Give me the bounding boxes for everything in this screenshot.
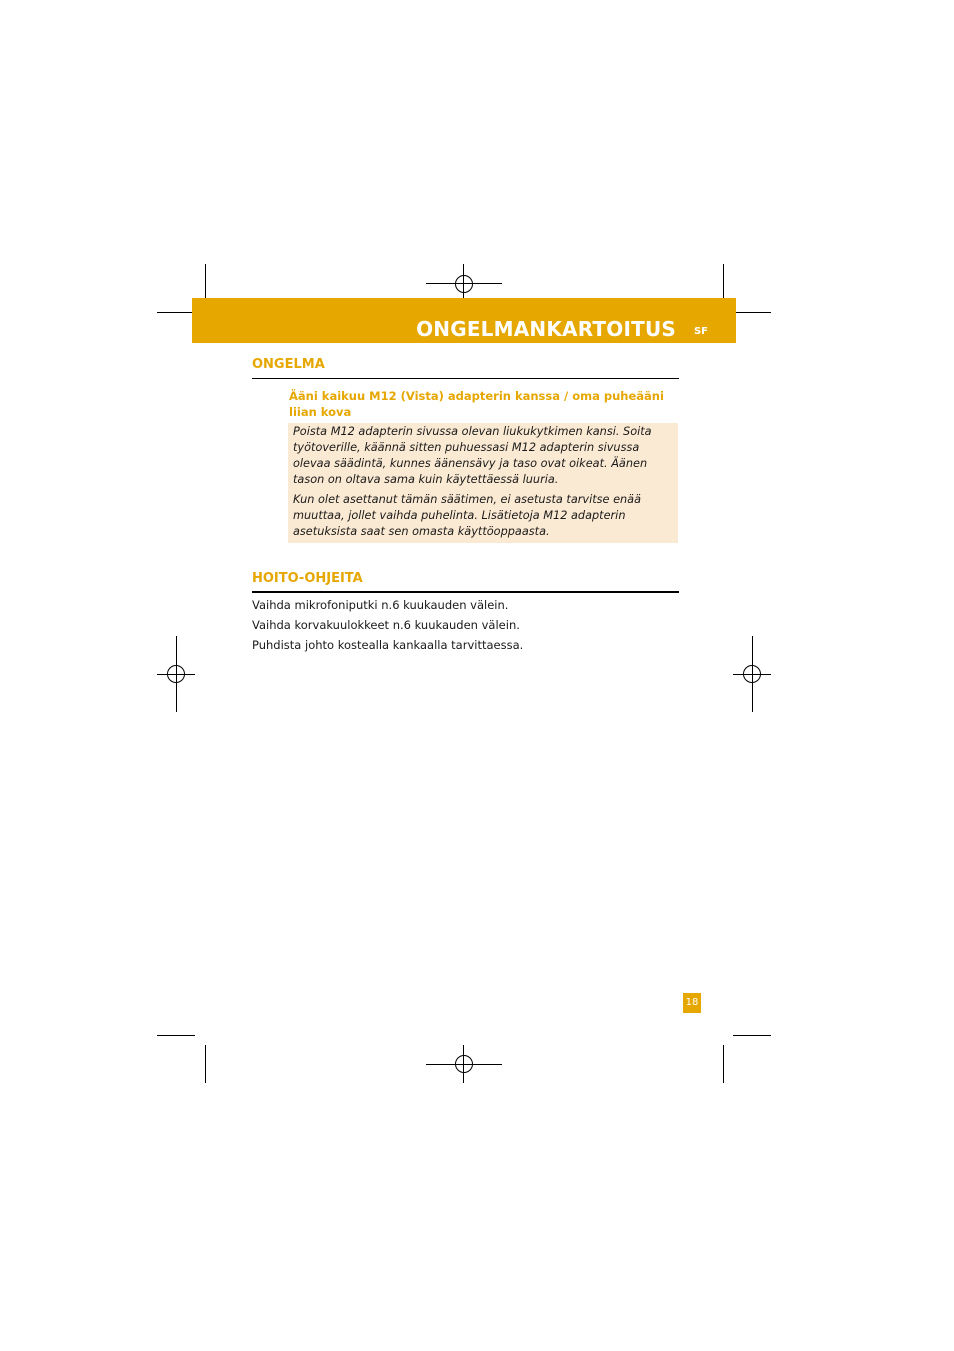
page-number: 18: [683, 993, 701, 1013]
language-code: SF: [693, 326, 708, 337]
header-bar: [192, 298, 736, 343]
page-title: ONGELMANKARTOITUS: [416, 317, 676, 341]
crop-mark-line: [205, 1045, 206, 1083]
crop-mark-line: [157, 312, 195, 313]
section-divider: [252, 378, 679, 379]
section-title-care: HOITO-OHJEITA: [252, 571, 363, 586]
care-instruction: Vaihda korvakuulokkeet n.6 kuukauden välein.: [252, 618, 520, 632]
care-instruction: Vaihda mikrofoniputki n.6 kuukauden välein.: [252, 598, 509, 612]
care-instruction: Puhdista johto kostealla kankaalla tarvittaessa.: [252, 638, 524, 652]
target-circle-icon: [455, 275, 473, 293]
problem-title: Ääni kaikuu M12 (Vista) adapterin kanssa / oma puheääni liian kova: [289, 389, 664, 419]
crop-mark-line: [157, 1035, 195, 1036]
target-circle-icon: [743, 665, 761, 683]
crop-mark-line: [205, 264, 206, 300]
section-divider: [252, 591, 679, 593]
crop-mark-line: [733, 312, 771, 313]
solution-paragraph: Poista M12 adapterin sivussa olevan liukukytkimen kansi. Soita työtoverille, käännä sitten puhuessasi M12 adapterin sivussa olevaa säädintä, kunnes äänensävy ja taso ovat oikeat. Äänen tason on oltava sama kuin käytettäessä luuria.: [293, 425, 652, 486]
solution-box: [288, 423, 678, 543]
section-title-problem: ONGELMA: [252, 357, 325, 372]
crop-mark-line: [723, 1045, 724, 1083]
crop-mark-line: [733, 1035, 771, 1036]
target-circle-icon: [455, 1055, 473, 1073]
solution-paragraph: Kun olet asettanut tämän säätimen, ei asetusta tarvitse enää muuttaa, jollet vaihda puhelinta. Lisätietoja M12 adapterin asetuksista saat sen omasta käyttöoppaasta.: [293, 493, 642, 538]
crop-mark-line: [723, 264, 724, 300]
target-circle-icon: [167, 665, 185, 683]
